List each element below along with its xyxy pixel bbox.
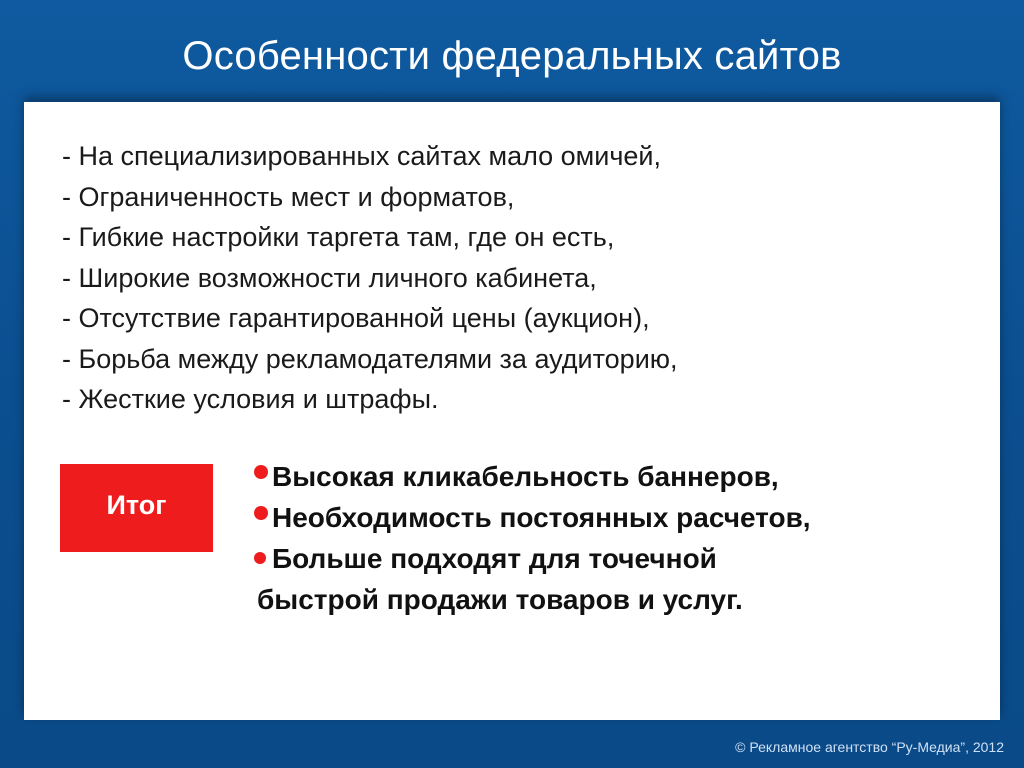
feature-item: - На специализированных сайтах мало омичей, xyxy=(62,141,661,171)
conclusion-item xyxy=(254,456,974,497)
conclusion-text: Больше подходят для точечной xyxy=(272,543,717,574)
conclusion-item xyxy=(254,538,974,579)
feature-item: - Отсутствие гарантированной цены (аукцион), xyxy=(62,303,650,333)
content-panel xyxy=(24,102,1000,720)
conclusion-list xyxy=(254,456,974,620)
feature-list xyxy=(62,136,678,420)
feature-item: - Ограниченность мест и форматов, xyxy=(62,181,515,212)
summary-label-box xyxy=(60,464,213,552)
feature-item: - Гибкие настройки таргета там, где он есть, xyxy=(62,222,615,252)
bullet-dot-icon xyxy=(254,506,268,520)
conclusion-text: Высокая кликабельность баннеров, xyxy=(272,461,779,492)
conclusion-text: Необходимость постоянных расчетов, xyxy=(272,502,811,533)
summary-label: Итог xyxy=(106,489,167,520)
bullet-dot-icon xyxy=(254,465,268,479)
conclusion-continuation: быстрой продажи товаров и услуг. xyxy=(257,584,743,615)
slide-title: Особенности федеральных сайтов xyxy=(182,34,842,78)
bullet-dot-icon xyxy=(254,552,266,564)
feature-item: - Борьба между рекламодателями за аудиторию, xyxy=(62,343,678,374)
feature-item: - Жесткие условия и штрафы. xyxy=(62,384,439,414)
feature-item: - Широкие возможности личного кабинета, xyxy=(62,262,597,293)
conclusion-item xyxy=(254,497,974,538)
footer-copyright: © Рекламное агентство “Ру-Медиа”, 2012 xyxy=(735,739,1004,755)
